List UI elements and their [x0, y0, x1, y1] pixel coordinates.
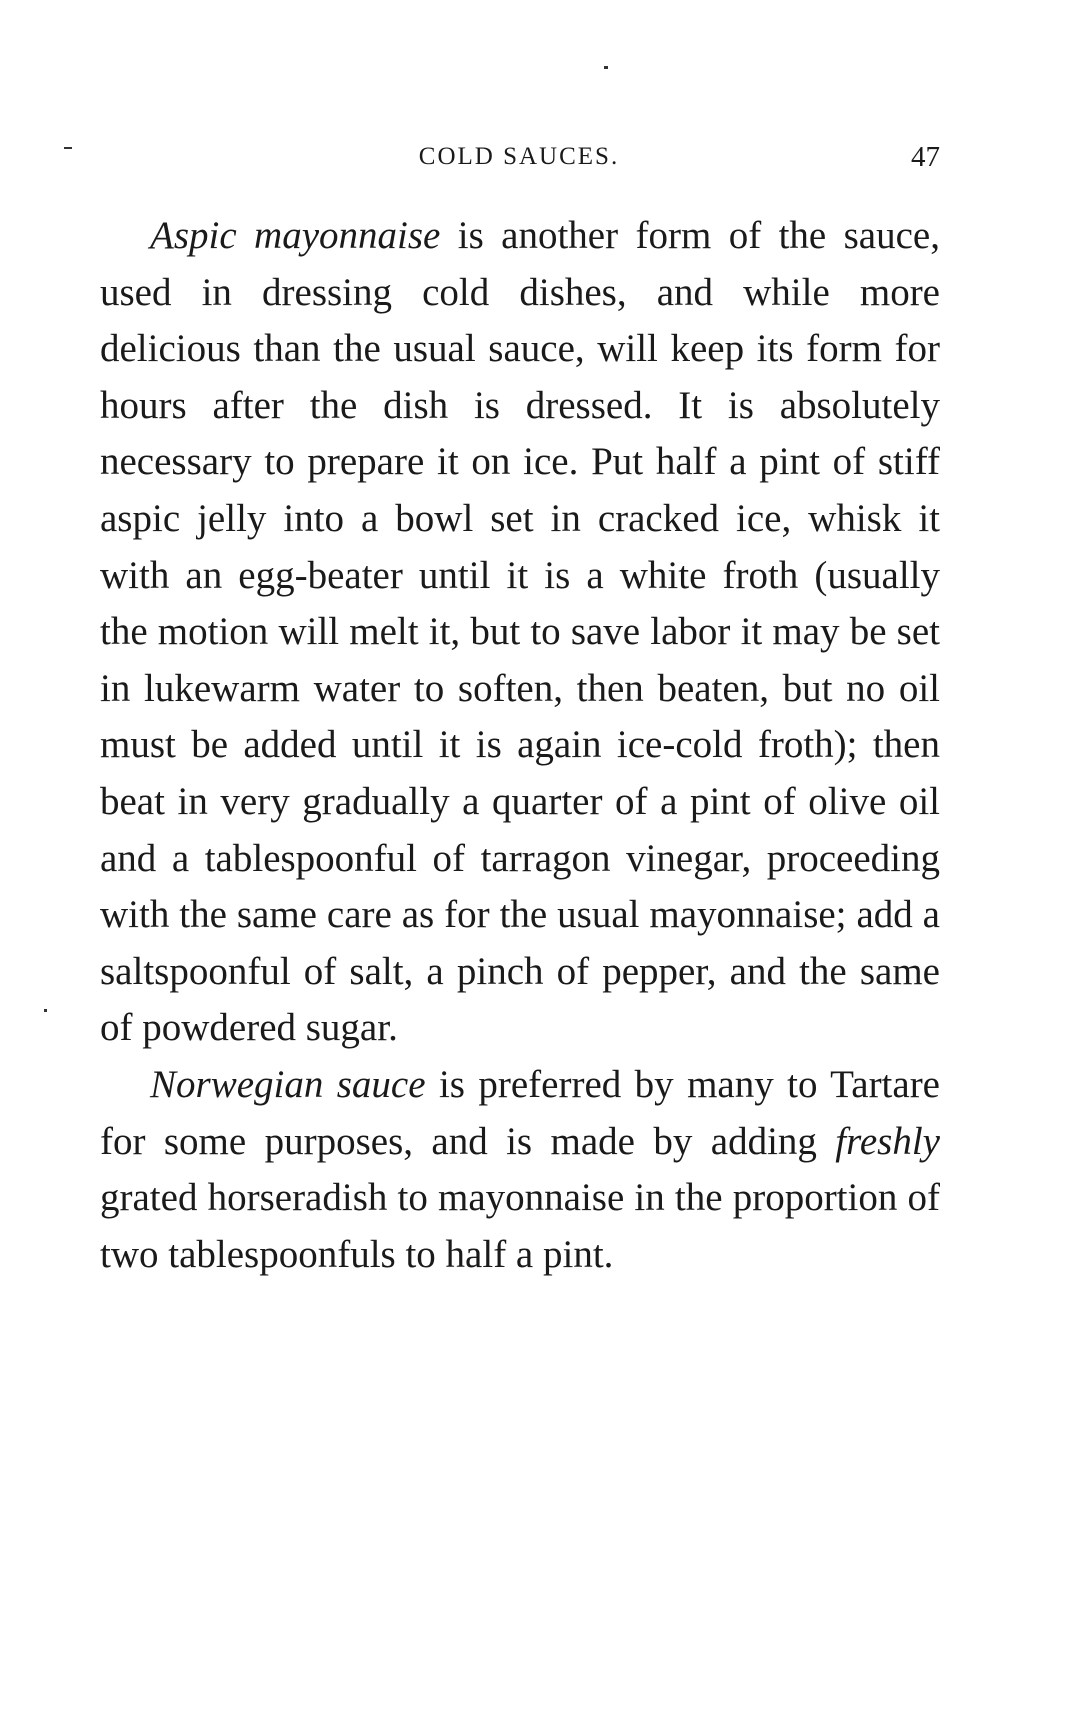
page-number: 47 — [911, 141, 940, 173]
body-text — [100, 208, 940, 1283]
print-speck — [44, 1009, 47, 1012]
page-header — [98, 135, 940, 185]
paragraph-lead-term: Aspic mayonnaise — [150, 214, 441, 257]
paragraph-norwegian-sauce — [100, 1057, 940, 1283]
paragraph-text: grated horseradish to mayonnaise in the proportion of two tablespoonfuls to half a pint. — [100, 1176, 940, 1276]
paragraph-text: is another form of the sauce, used in dressing cold dishes, and while more delicious than the usual sauce, will keep its form for hours after the dish is dressed. It is absolutely necessary to prepare it on ice. Put half a pint of stiff aspic jelly into a bowl set in cracked ice, whisk it with an egg-beater until it is a white froth (usually the motion will melt it, but to save labor it may be set in lukewarm water to soften, then beaten, but no oil must be added until it is again ice-cold froth); then beat in very gradually a quarter of a pint of olive oil and a tablespoonful of tarragon vinegar, proceeding with the same care as for the usual mayonnaise; add a saltspoonful of salt, a pinch of pepper, and the same of powdered sugar. — [100, 214, 940, 1050]
paragraph-lead-term: Norwegian sauce — [150, 1062, 426, 1106]
paragraph-text: is preferred by many to Tartare for some purposes, and is made by adding — [100, 1062, 940, 1163]
inline-emphasis: freshly — [835, 1119, 940, 1163]
paragraph-aspic-mayonnaise — [100, 208, 940, 1057]
print-speck — [64, 147, 72, 149]
print-speck — [604, 66, 608, 69]
running-title: COLD SAUCES. — [418, 143, 620, 170]
